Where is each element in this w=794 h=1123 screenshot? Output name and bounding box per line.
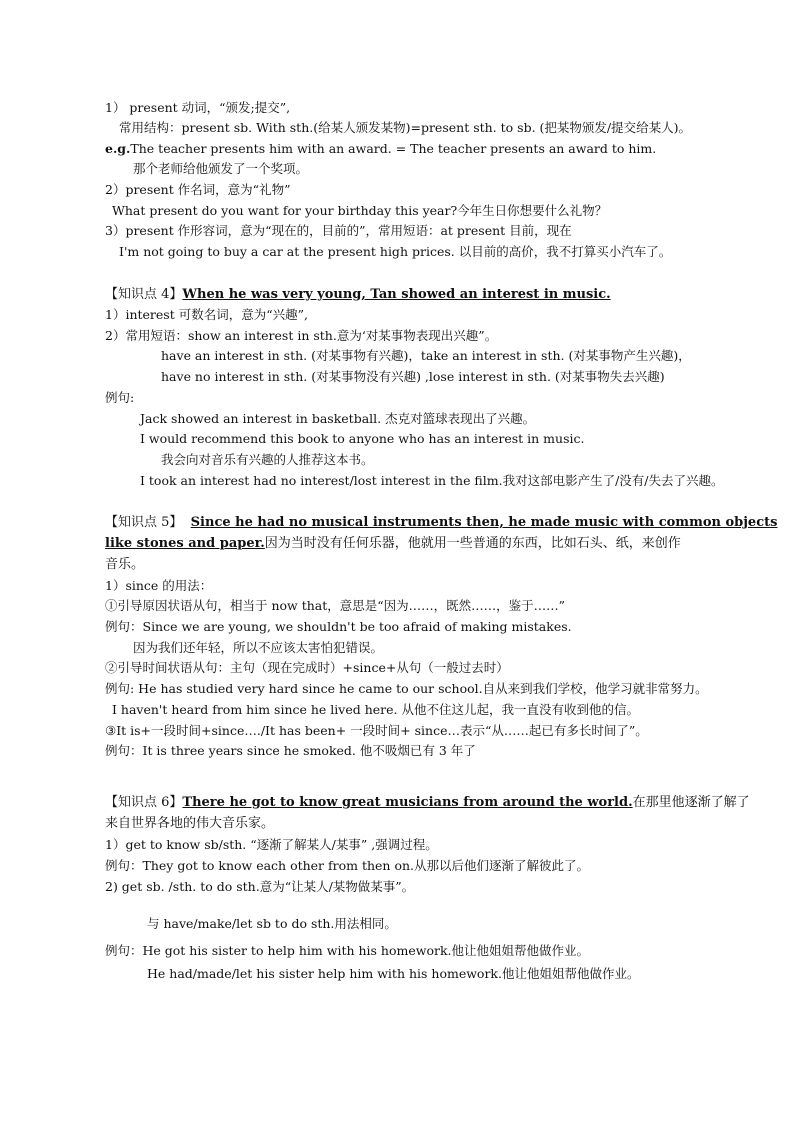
section-5-title-cont: like stones and paper.: [105, 536, 265, 551]
section-4-title: When he was very young, Tan showed an interest in music.: [182, 287, 611, 302]
s4-line-5: 例句:: [105, 390, 135, 405]
s3-line-3: [105, 141, 656, 157]
s5-line-1: 1）since 的用法：: [105, 578, 213, 593]
section-6-title: There he got to know great musicians from around the world.: [182, 795, 633, 810]
s4-line-1: 1）interest 可数名词，意为“兴趣”,: [105, 307, 308, 322]
s5-line-8: ③It is+一段时间+since…./It has been+ 一段时间+ since…表示“从……起已有多长时间了”。: [105, 723, 648, 738]
section-5-translation: 因为当时没有任何乐器，他就用一些普通的东西，比如石头、纸，来创作: [264, 536, 681, 551]
section-4-label: 【知识点 4】: [105, 287, 183, 302]
section-6-heading: [105, 795, 750, 811]
s5-line-7: I haven't heard from him since he lived here. 从他不住这儿起，我一直没有收到他的信。: [112, 702, 639, 717]
s6-line-3: 2) get sb. /sth. to do sth.意为“让某人/某物做某事”。: [105, 879, 415, 894]
s5-line-6: 例句: He has studied very hard since he came to our school.自从来到我们学校，他学习就非常努力。: [105, 681, 708, 696]
s4-line-3: have an interest in sth. (对某事物有兴趣)，take an interest in sth. (对某事物产生兴趣)，: [161, 348, 691, 363]
section-6-heading-line-2: 来自世界各地的伟大音乐家。: [105, 816, 275, 831]
s6-line-6: He had/made/let his sister help him with his homework.他让他姐姐帮他做作业。: [147, 966, 640, 981]
s5-line-4: 因为我们还年轻，所以不应该太害怕犯错误。: [133, 640, 384, 655]
eg-label: e.g.: [105, 141, 131, 156]
s3-line-7: 3）present 作形容词，意为“现在的，目前的”，常用短语：at present 目前，现在: [105, 223, 572, 238]
section-5-heading: [105, 515, 777, 531]
s6-line-4: 与 have/make/let sb to do sth.用法相同。: [147, 916, 397, 931]
s4-line-9: I took an interest had no interest/lost interest in the film.我对这部电影产生了/没有/失去了兴趣。: [140, 473, 724, 488]
eg-text: The teacher presents him with an award. = The teacher presents an award to him.: [130, 141, 657, 156]
s6-line-2: 例句：They got to know each other from then on.从那以后他们逐渐了解彼此了。: [105, 858, 590, 873]
s3-line-5: 2）present 作名词，意为“礼物”: [105, 182, 291, 197]
section-6-translation: 在那里他逐渐了解了: [632, 795, 750, 810]
section-4-heading: [105, 287, 611, 303]
s5-line-3: 例句：Since we are young, we shouldn't be too afraid of making mistakes.: [105, 619, 572, 634]
s4-line-8: 我会向对音乐有兴趣的人推荐这本书。: [161, 452, 374, 467]
s3-line-2: 常用结构：present sb. With sth.(给某人颁发某物)=present sth. to sb. (把某物颁发/提交给某人)。: [119, 120, 691, 135]
s3-line-4: 那个老师给他颁发了一个奖项。: [133, 161, 309, 176]
s4-line-7: I would recommend this book to anyone who has an interest in music.: [140, 431, 585, 446]
s3-line-6: What present do you want for your birthday this year?今年生日你想要什么礼物？: [112, 203, 608, 218]
s4-line-6: Jack showed an interest in basketball. 杰克对篮球表现出了兴趣。: [140, 411, 536, 426]
s6-line-5: 例句：He got his sister to help him with his homework.他让他姐姐帮他做作业。: [105, 943, 590, 958]
section-5-title: Since he had no musical instruments then, he made music with common objects: [190, 515, 778, 530]
section-5-heading-line-3: 音乐。: [105, 557, 145, 572]
s5-line-2: ①引导原因状语从句，相当于 now that，意思是“因为……，既然……，鉴于……”: [105, 598, 566, 613]
section-6-label: 【知识点 6】: [105, 795, 183, 810]
s3-line-8: I'm not going to buy a car at the present high prices. 以目前的高价，我不打算买小汽车了。: [119, 244, 672, 259]
s6-line-1: 1）get to know sb/sth. “逐渐了解某人/某事” ,强调过程。: [105, 837, 438, 852]
s3-line-1: 1） present 动词，“颁发;提交”,: [105, 100, 291, 115]
s4-line-2: 2）常用短语：show an interest in sth.意为‘对某事物表现出兴趣”。: [105, 328, 498, 343]
s4-line-4: have no interest in sth. (对某事物没有兴趣) ,lose interest in sth. (对某事物失去兴趣): [161, 369, 665, 384]
s5-line-5: ②引导时间状语从句：主句（现在完成时）+since+从句（一般过去时）: [105, 660, 509, 675]
s5-line-9: 例句：It is three years since he smoked. 他不吸烟已有 3 年了: [105, 743, 476, 758]
section-5-heading-line-2: [105, 536, 681, 552]
section-5-label: 【知识点 5】: [105, 515, 183, 530]
